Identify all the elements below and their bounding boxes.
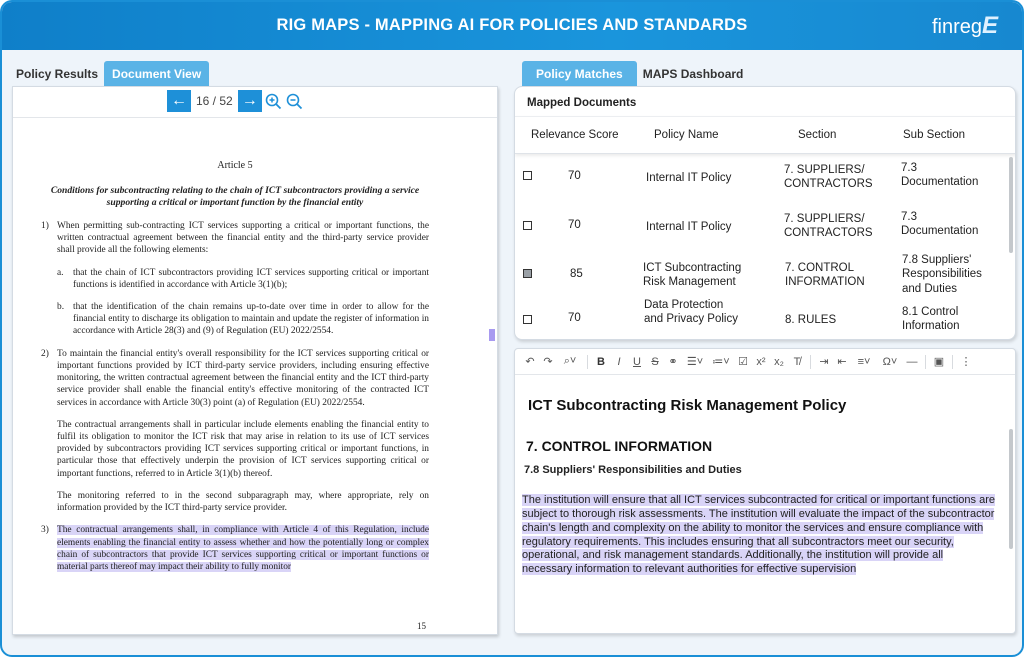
page-number: 15 (417, 621, 426, 631)
zoom-in-icon[interactable] (265, 92, 283, 110)
cell-score: 70 (568, 170, 581, 182)
cell-sub-section: 7.3 Documentation (901, 162, 979, 189)
policy-editor (514, 348, 1016, 634)
table-row[interactable] (515, 209, 1011, 257)
highlight: The institution will ensure that all ICT services subcontracted for critical or important functions are subject to thorough risk assessments. The institution will evaluate the impact of the subcontractor chain's length and complexity on the ability to monitor the services and ensure compliance with regulatory requirements. This includes ensuring that all subcontractors meet our security, operational, and risk management standards. Additionally, the institution will provide all necessary information to relevant authorities for effective supervision (522, 494, 995, 576)
table-scrollbar[interactable] (1009, 157, 1013, 253)
paragraph-number: 1) (41, 220, 49, 231)
indent-icon[interactable]: ⇥ (819, 356, 829, 368)
horizontal-rule-icon[interactable]: — (906, 355, 918, 368)
cell-score: 70 (568, 219, 581, 231)
bold-icon[interactable]: B (597, 355, 605, 368)
editor-scrollbar[interactable] (1009, 429, 1013, 549)
tab-maps-dashboard[interactable]: MAPS Dashboard (642, 66, 744, 81)
pager-divider (13, 117, 497, 118)
cell-sub-section: 7.8 Suppliers' Responsibilities and Duties (902, 254, 982, 295)
tab-policy-matches[interactable]: Policy Matches (522, 61, 637, 87)
right-tab-bar (522, 61, 749, 86)
italic-icon[interactable]: I (617, 355, 621, 368)
clear-format-icon[interactable]: T̸ (793, 355, 801, 368)
paragraph-number: a. (57, 267, 64, 278)
paragraph-text: When permitting sub-contracting ICT services supporting a critical or important functions, the written contractual agreement between the financial entity and the third-party service provider shall provide all the following elements: (57, 220, 429, 256)
policy-title: ICT Subcontracting Risk Management Policy (528, 397, 847, 414)
document-viewer (12, 86, 498, 635)
numbered-list-icon[interactable]: ≔˅ (712, 356, 730, 368)
undo-icon[interactable]: ↶ (525, 356, 535, 368)
left-tab-bar (10, 61, 209, 86)
redo-icon[interactable]: ↷ (543, 356, 553, 368)
zoom-out-icon[interactable] (286, 92, 304, 110)
toolbar-divider (810, 355, 811, 369)
image-icon[interactable]: ▣ (933, 356, 945, 368)
page-indicator: 16 / 52 (196, 94, 233, 108)
paragraph-number: 2) (41, 348, 49, 359)
paragraph-2 (41, 348, 429, 409)
checklist-icon[interactable]: ☑ (738, 356, 748, 368)
paragraph-text: that the chain of ICT subcontractors providing ICT services supporting critical or important functions is identified in accordance with Article 3(1)(b); (73, 267, 429, 290)
paragraph-1 (41, 220, 429, 257)
cell-section: 7. CONTROL INFORMATION (785, 262, 865, 289)
row-checkbox[interactable] (523, 221, 532, 230)
column-section[interactable]: Section (798, 129, 837, 141)
editor-content[interactable] (522, 389, 996, 577)
cell-section: 8. RULES (785, 314, 837, 326)
paragraph-number: 3) (41, 525, 49, 536)
toolbar-divider (925, 355, 926, 369)
cell-sub-section: 7.3 Documentation (901, 211, 979, 238)
table-row[interactable] (515, 159, 1011, 207)
paragraph-number: b. (57, 302, 65, 313)
logo-text: finreg (931, 16, 982, 38)
highlight: The contractual arrangements shall, in compliance with Article 4 of this Regulation, include elements enabling the financial entity to assess whether and how the potentially long or complex chain of subcontractors that provide ICT services supporting critical or important functions or material parts thereof may impact their ability to fully monitor (57, 525, 429, 572)
column-policy-name[interactable]: Policy Name (654, 129, 719, 141)
column-sub-section[interactable]: Sub Section (903, 129, 966, 141)
row-checkbox[interactable] (523, 171, 532, 180)
row-checkbox[interactable] (523, 315, 532, 324)
paragraph-2-monitoring: The monitoring referred to in the second subparagraph may, where appropriate, rely on information provided by the ICT third-party service provider. (57, 490, 429, 514)
policy-paragraph (522, 494, 996, 577)
cell-sub-section: 8.1 Control Information (902, 306, 960, 333)
paragraph-1b (57, 301, 429, 338)
special-char-icon[interactable]: Ω˅ (882, 355, 898, 368)
cell-section: 7. SUPPLIERS/ CONTRACTORS (784, 164, 873, 191)
cell-score: 85 (570, 268, 583, 280)
app-header (2, 2, 1022, 50)
outdent-icon[interactable]: ⇤ (837, 356, 847, 368)
paragraph-1a (57, 267, 429, 291)
panel-title: Mapped Documents (527, 97, 637, 109)
article-heading: Article 5 (217, 160, 253, 171)
column-relevance-score[interactable]: Relevance Score (531, 129, 619, 141)
policy-subsection-heading: 7.8 Suppliers' Responsibilities and Duties (524, 464, 742, 476)
align-icon[interactable]: ≡˅ (857, 355, 871, 368)
more-options-icon[interactable]: ⋮ (960, 356, 972, 368)
prev-page-button[interactable]: ← (167, 90, 191, 112)
paragraph-text: To maintain the financial entity's overall responsibility for the ICT services supporting critical or important functions provided by ICT third-party service providers, including ensuring effective monitoring, the written contractual agreement between the financial entity and the ICT third-party service provider shall enable the financial entity's effective monitoring of the contracted ICT services in accordance with Article 30(3) point (a) of Regulation (EU) 2022/2554. (57, 348, 429, 408)
scroll-marker[interactable] (489, 329, 495, 341)
cell-policy-name: Data Protection and Privacy Policy (644, 299, 738, 326)
app-title: RIG MAPS - MAPPING AI FOR POLICIES AND STANDARDS (276, 16, 748, 34)
strikethrough-icon[interactable]: S (651, 355, 659, 368)
next-page-button[interactable]: → (238, 90, 262, 112)
policy-section-heading: 7. CONTROL INFORMATION (526, 438, 713, 454)
underline-icon[interactable]: U (633, 355, 641, 368)
superscript-icon[interactable]: x² (756, 355, 766, 368)
bullet-list-icon[interactable]: ☰˅ (686, 356, 704, 368)
table-header (515, 116, 1016, 154)
cell-score: 70 (568, 312, 581, 324)
article-subtitle: Conditions for subcontracting relating to the chain of ICT subcontractors providing a service supporting a critical or important function by the financial entity (50, 185, 420, 209)
table-row[interactable] (515, 299, 1011, 340)
editor-toolbar (515, 349, 1016, 375)
subscript-icon[interactable]: x₂ (774, 355, 784, 368)
cell-policy-name: ICT Subcontracting Risk Management (643, 262, 742, 289)
cell-policy-name: Internal IT Policy (646, 172, 732, 184)
tab-policy-results[interactable]: Policy Results (16, 66, 99, 81)
mapped-documents-panel (514, 86, 1016, 340)
link-icon[interactable]: ⚭ (668, 356, 678, 368)
paragraph-3 (41, 524, 429, 573)
highlighted-paragraph-text (57, 524, 429, 573)
cell-section: 7. SUPPLIERS/ CONTRACTORS (784, 213, 873, 240)
toolbar-divider (952, 355, 953, 369)
logo-mark: E (981, 12, 998, 39)
find-icon[interactable]: ⌕˅ (563, 355, 577, 367)
row-checkbox-checked[interactable] (523, 269, 532, 278)
paragraph-text: that the identification of the chain remains up-to-date over time in order to allow for the financial entity to discharge its obligation to maintain and update the register of information in accordance with Article 28(3) and (9) of Regulation (EU) 2022/2554. (73, 302, 429, 337)
document-page (41, 159, 429, 583)
pager (167, 89, 304, 113)
finrege-logo (932, 12, 998, 40)
cell-policy-name: Internal IT Policy (646, 221, 732, 233)
paragraph-2-continuation: The contractual arrangements shall in particular include elements enabling the financial entity to fulfil its obligation to monitor the ICT risk that may arise in relation to its use of ICT services provided by subcontractors providing ICT services supporting critical or important functions, in particular those that effectively underpin the provision of ICT services supporting critical or important functions, referred to in Article 3(1)(b) thereof. (57, 419, 429, 479)
tab-document-view[interactable]: Document View (104, 61, 209, 87)
toolbar-divider (587, 355, 588, 369)
table-row[interactable] (515, 254, 1011, 305)
